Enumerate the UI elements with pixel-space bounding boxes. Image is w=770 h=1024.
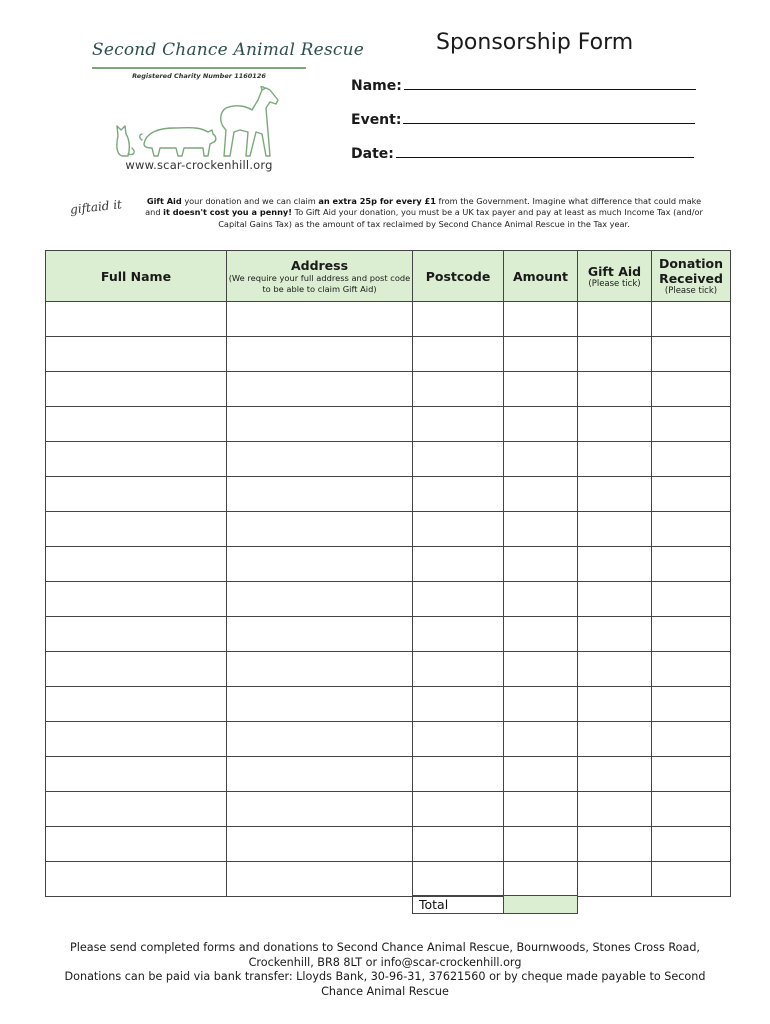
cell-gift-aid[interactable]: [578, 337, 652, 372]
cell-address[interactable]: [227, 547, 413, 582]
cell-full-name[interactable]: [46, 477, 227, 512]
sponsors-table: [45, 250, 731, 897]
cell-gift-aid[interactable]: [578, 372, 652, 407]
cell-postcode[interactable]: [413, 477, 504, 512]
cell-gift-aid[interactable]: [578, 827, 652, 862]
table-row: [46, 617, 731, 652]
cell-amount[interactable]: [504, 407, 578, 442]
cell-amount[interactable]: [504, 442, 578, 477]
col-gift-aid: [578, 251, 652, 302]
cell-postcode[interactable]: [413, 722, 504, 757]
col-gift-aid-note: (Please tick): [588, 278, 641, 289]
table-row: [46, 792, 731, 827]
cell-donation-received[interactable]: [652, 302, 731, 337]
cell-postcode[interactable]: [413, 862, 504, 897]
cell-address[interactable]: [227, 442, 413, 477]
cell-address[interactable]: [227, 862, 413, 897]
col-postcode-label: Postcode: [425, 268, 491, 284]
cell-donation-received[interactable]: [652, 792, 731, 827]
cell-address[interactable]: [227, 617, 413, 652]
cell-address[interactable]: [227, 512, 413, 547]
cell-gift-aid[interactable]: [578, 792, 652, 827]
cell-full-name[interactable]: [46, 442, 227, 477]
giftaid-notice: [138, 196, 710, 230]
name-field: [351, 77, 696, 94]
cell-address[interactable]: [227, 337, 413, 372]
cell-amount[interactable]: [504, 652, 578, 687]
cell-donation-received[interactable]: [652, 547, 731, 582]
cell-address[interactable]: [227, 757, 413, 792]
table-row: [46, 582, 731, 617]
cell-postcode[interactable]: [413, 827, 504, 862]
cell-donation-received[interactable]: [652, 617, 731, 652]
cell-gift-aid[interactable]: [578, 407, 652, 442]
event-label: Event:: [351, 112, 402, 128]
col-address: [227, 251, 413, 302]
cell-gift-aid[interactable]: [578, 582, 652, 617]
cell-address[interactable]: [227, 372, 413, 407]
table-row: [46, 302, 731, 337]
table-row: [46, 757, 731, 792]
table-row: [46, 372, 731, 407]
col-donation-received-label: Donation Received: [658, 256, 724, 286]
table-row: [46, 652, 731, 687]
col-address-label: Address: [290, 257, 349, 273]
table-row: [46, 442, 731, 477]
charity-logo: [86, 40, 364, 180]
cell-postcode[interactable]: [413, 512, 504, 547]
cell-full-name[interactable]: [46, 512, 227, 547]
cell-donation-received[interactable]: [652, 862, 731, 897]
total-label: Total: [413, 896, 504, 914]
cell-donation-received[interactable]: [652, 442, 731, 477]
cell-full-name[interactable]: [46, 372, 227, 407]
cell-address[interactable]: [227, 792, 413, 827]
table-row: [46, 687, 731, 722]
cell-donation-received[interactable]: [652, 407, 731, 442]
website-link[interactable]: www.scar-crockenhill.org: [125, 158, 273, 172]
name-line[interactable]: [404, 77, 696, 90]
event-line[interactable]: [403, 111, 695, 124]
cell-postcode[interactable]: [413, 792, 504, 827]
cell-full-name[interactable]: [46, 617, 227, 652]
cell-amount[interactable]: [504, 512, 578, 547]
logo-title: Second Chance Animal Rescue: [92, 40, 364, 60]
cell-full-name[interactable]: [46, 652, 227, 687]
cell-donation-received[interactable]: [652, 687, 731, 722]
event-field: [351, 111, 695, 128]
cell-address[interactable]: [227, 582, 413, 617]
cell-donation-received[interactable]: [652, 582, 731, 617]
cell-full-name[interactable]: [46, 302, 227, 337]
date-label: Date:: [351, 146, 394, 162]
cell-gift-aid[interactable]: [578, 512, 652, 547]
cell-amount[interactable]: [504, 722, 578, 757]
cell-postcode[interactable]: [413, 652, 504, 687]
cell-gift-aid[interactable]: [578, 652, 652, 687]
table-row: [46, 722, 731, 757]
col-full-name: [46, 251, 227, 302]
col-amount: [504, 251, 578, 302]
cell-donation-received[interactable]: [652, 337, 731, 372]
charity-number: Registered Charity Number 1160126: [132, 72, 266, 80]
giftaid-term: Gift Aid: [146, 196, 182, 206]
cell-donation-received[interactable]: [652, 757, 731, 792]
cell-gift-aid[interactable]: [578, 862, 652, 897]
logo-divider: [92, 67, 306, 69]
total-amount-cell[interactable]: [504, 896, 578, 914]
footer-payment: Donations can be paid via bank transfer: Lloyds Bank, 30-96-31, 37621560 or by cheque made payable to Second Chance Animal Rescue: [64, 970, 706, 998]
giftaid-no-cost: it doesn't cost you a penny!: [163, 207, 292, 218]
cell-address[interactable]: [227, 407, 413, 442]
table-row: [46, 547, 731, 582]
cell-gift-aid[interactable]: [578, 757, 652, 792]
cell-gift-aid[interactable]: [578, 442, 652, 477]
cell-amount[interactable]: [504, 547, 578, 582]
cell-full-name[interactable]: [46, 407, 227, 442]
table-header-row: [46, 251, 731, 302]
col-amount-label: Amount: [512, 268, 569, 284]
cell-postcode[interactable]: [413, 442, 504, 477]
cell-gift-aid[interactable]: [578, 722, 652, 757]
table-row: [46, 827, 731, 862]
cell-postcode[interactable]: [413, 302, 504, 337]
cell-amount[interactable]: [504, 372, 578, 407]
cell-full-name[interactable]: [46, 582, 227, 617]
cell-full-name[interactable]: [46, 827, 227, 862]
cell-address[interactable]: [227, 827, 413, 862]
cell-amount[interactable]: [504, 337, 578, 372]
cell-postcode[interactable]: [413, 372, 504, 407]
cell-amount[interactable]: [504, 687, 578, 722]
cell-full-name[interactable]: [46, 547, 227, 582]
col-donation-received: [652, 251, 731, 302]
cell-amount[interactable]: [504, 477, 578, 512]
cell-donation-received[interactable]: [652, 512, 731, 547]
cell-donation-received[interactable]: [652, 722, 731, 757]
cell-postcode[interactable]: [413, 757, 504, 792]
table-row: [46, 512, 731, 547]
footer-notice: [60, 941, 710, 999]
cell-full-name[interactable]: [46, 687, 227, 722]
cell-address[interactable]: [227, 652, 413, 687]
cell-full-name[interactable]: [46, 337, 227, 372]
cell-address[interactable]: [227, 302, 413, 337]
giftaid-text-part: from the Government. Imagine what difference that could make and: [145, 196, 702, 218]
cell-amount[interactable]: [504, 862, 578, 897]
table-row: [46, 337, 731, 372]
cell-amount[interactable]: [504, 792, 578, 827]
cell-postcode[interactable]: [413, 617, 504, 652]
cell-donation-received[interactable]: [652, 827, 731, 862]
cell-postcode[interactable]: [413, 407, 504, 442]
giftaid-extra-amount: an extra 25p for every £1: [318, 196, 436, 206]
cell-amount[interactable]: [504, 757, 578, 792]
cell-postcode[interactable]: [413, 547, 504, 582]
animals-silhouette-icon: [112, 86, 287, 158]
cell-donation-received[interactable]: [652, 477, 731, 512]
cell-full-name[interactable]: [46, 862, 227, 897]
col-donation-note: (Please tick): [664, 286, 718, 296]
cell-address[interactable]: [227, 477, 413, 512]
total-row: [412, 895, 578, 914]
col-address-note: (We require your full address and post code to be able to claim Gift Aid): [228, 272, 411, 294]
table-row: [46, 477, 731, 512]
cell-amount[interactable]: [504, 617, 578, 652]
date-field: [351, 145, 694, 162]
giftaid-text-part: To Gift Aid your donation, you must be a UK tax payer and pay at least as much Income Tax (and/or Capital Gains Tax) as the amount of tax reclaimed by Second Chance Animal Rescue in the Tax year.: [218, 207, 703, 229]
cell-gift-aid[interactable]: [578, 547, 652, 582]
col-full-name-label: Full Name: [100, 268, 172, 284]
cell-gift-aid[interactable]: [578, 302, 652, 337]
cell-amount[interactable]: [504, 302, 578, 337]
giftaid-text-part: your donation and we can claim: [181, 196, 319, 206]
giftaid-logo: giftaid it: [69, 197, 123, 217]
cell-donation-received[interactable]: [652, 652, 731, 687]
cell-amount[interactable]: [504, 827, 578, 862]
cell-postcode[interactable]: [413, 687, 504, 722]
footer-address: Please send completed forms and donations to Second Chance Animal Rescue, Bournwoods, Stones Cross Road, Crockenhill, BR8 8LT or info@scar-crockenhill.org: [70, 941, 700, 969]
date-line[interactable]: [396, 145, 694, 158]
table-row: [46, 407, 731, 442]
cell-gift-aid[interactable]: [578, 617, 652, 652]
cell-address[interactable]: [227, 687, 413, 722]
col-postcode: [413, 251, 504, 302]
cell-full-name[interactable]: [46, 722, 227, 757]
cell-gift-aid[interactable]: [578, 687, 652, 722]
table-row: [46, 862, 731, 897]
cell-postcode[interactable]: [413, 582, 504, 617]
cell-donation-received[interactable]: [652, 372, 731, 407]
cell-address[interactable]: [227, 722, 413, 757]
col-gift-aid-label: Gift Aid: [587, 263, 642, 279]
form-title: Sponsorship Form: [436, 30, 634, 55]
cell-full-name[interactable]: [46, 757, 227, 792]
cell-gift-aid[interactable]: [578, 477, 652, 512]
cell-postcode[interactable]: [413, 337, 504, 372]
cell-amount[interactable]: [504, 582, 578, 617]
cell-full-name[interactable]: [46, 792, 227, 827]
name-label: Name:: [351, 78, 402, 94]
